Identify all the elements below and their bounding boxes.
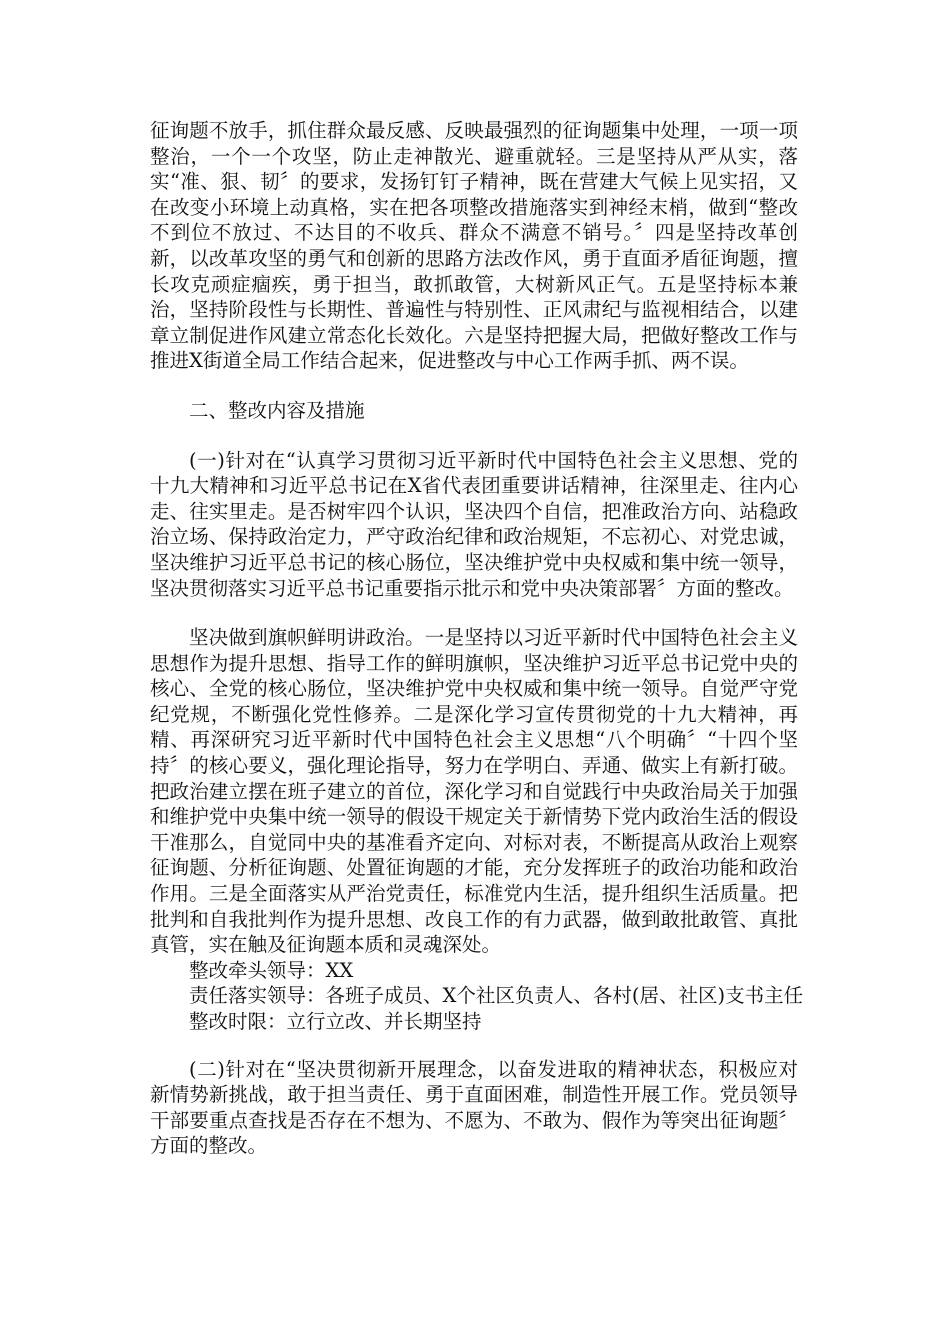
lead-leader-line: 整改牵头领导：XX: [189, 958, 354, 982]
document-body: [150, 118, 804, 1159]
deadline-line: 整改时限：立行立改、并长期坚持: [189, 1010, 482, 1033]
paragraph-item-2: (二)针对在“坚决贯彻新开展理念，以奋发进取的精神状态，积极应对新情势新挑战，敢于担当责任、勇于直面困难，制造性开展工作。党员领导干部要重点查找是否存在不想为、不愿为、不敢为、假作为等突出征询题〞方面的整改。: [150, 1057, 798, 1158]
section-heading: 二、整改内容及措施: [189, 398, 365, 422]
paragraph-item-1: (一)针对在“认真学习贯彻习近平新时代中国特色社会主义思想、党的十九大精神和习近平总书记在X省代表团重要讲话精神，往深里走、往内心走、往实里走。是否树牢四个认识，坚决四个自信，把准政治方向、站稳政治立场、保持政治定力，严守政治纪律和政治规矩，不忘初心、对党忠诚，坚决维护习近平总书记的核心肠位，坚决维护党中央权威和集中统一领导，坚决贯彻落实习近平总书记重要指示批示和党中央决策部署〞方面的整改。: [150, 448, 798, 600]
responsible-leader-line: 责任落实领导：各班子成员、X个社区负责人、各村(居、社区)支书主任: [189, 984, 804, 1008]
paragraph-continuation: 征询题不放手，抓住群众最反感、反映最强烈的征询题集中处理，一项一项整治，一个一个攻坚，防止走神散光、避重就轻。三是坚持从严从实，落实“准、狠、韧〞的要求，发扬钉钉子精神，既在营建大气候上见实招，又在改变小环境上动真格，实在把各项整改措施落实到神经末梢，做到“整改不到位不放过、不达目的不收兵、群众不满意不销号。〞四是坚持改革创新，以改革攻坚的勇气和创新的思路方法改作风，勇于直面矛盾征询题，擅长攻克顽症痼疾，勇于担当，敢抓敢管，大树新风正气。五是坚持标本兼治，坚持阶段性与长期性、普遍性与特别性、正风肃纪与监视相结合，以建章立制促进作风建立常态化长效化。六是坚持把握大局，把做好整改工作与推进X街道全局工作结合起来，促进整改与中心工作两手抓、两不误。: [150, 119, 798, 373]
paragraph-measures: 坚决做到旗帜鲜明讲政治。一是坚持以习近平新时代中国特色社会主义思想作为提升思想、指导工作的鲜明旗帜，坚决维护习近平总书记党中央的核心、全党的核心肠位，坚决维护党中央权威和集中统一领导。自觉严守党纪党规，不断强化党性修养。二是深化学习宣传贯彻党的十九大精神，再精、再深研究习近平新时代中国特色社会主义思想“八个明确〞“十四个坚持〞的核心要义，强化理论指导，努力在学明白、弄通、做实上有新打破。把政治建立摆在班子建立的首位，深化学习和自觉践行中央政治局关于加强和维护党中央集中统一领导的假设干规定关于新情势下党内政治生活的假设干准那么，自觉同中央的基准看齐定向、对标对表，不断提高从政治上观察征询题、分析征询题、处置征询题的才能，充分发挥班子的政治功能和政治作用。三是全面落实从严治党责任，标准党内生活，提升组织生活质量。把批判和自我批判作为提升思想、改良工作的有力武器，做到敢批敢管、真批真管，实在触及征询题本质和灵魂深处。: [150, 626, 798, 957]
